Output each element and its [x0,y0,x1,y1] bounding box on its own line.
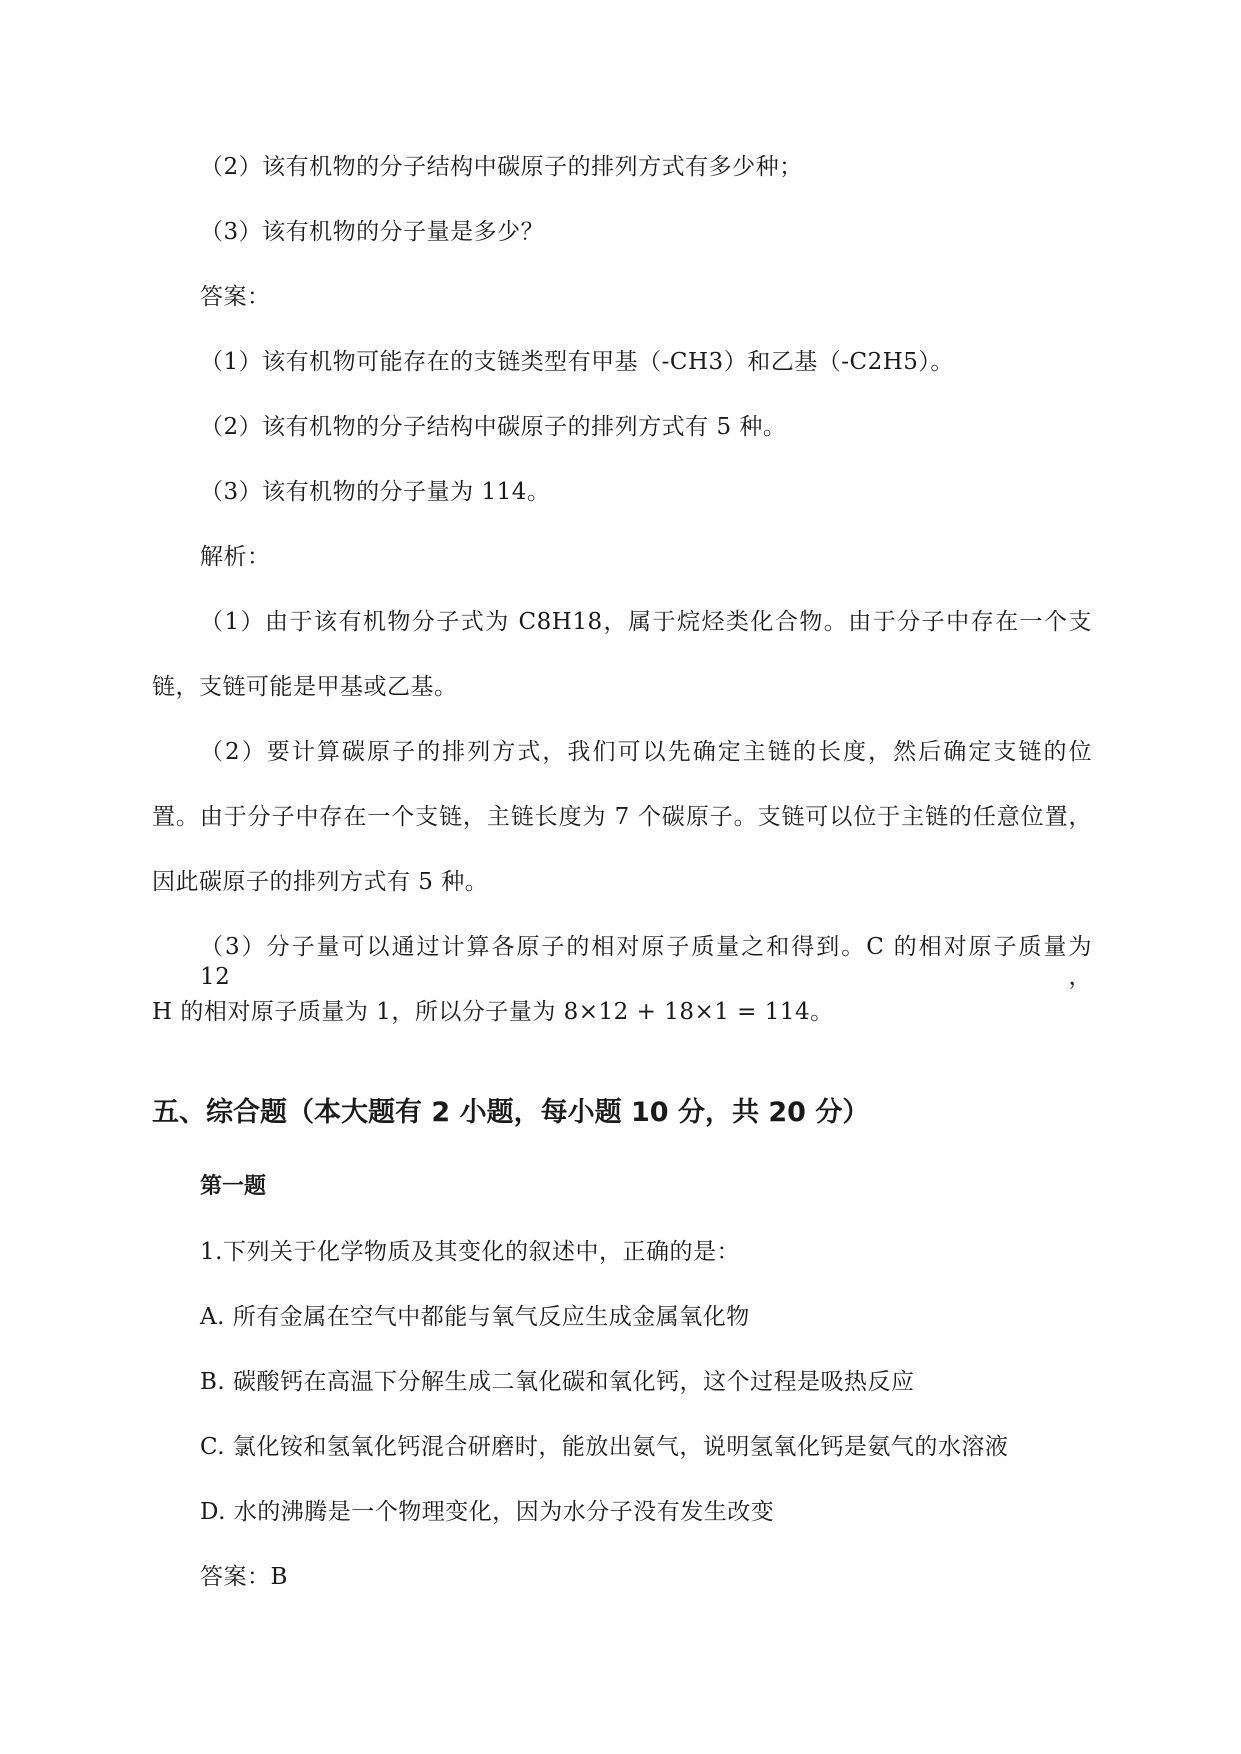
question-3: （3）该有机物的分子量是多少？ [200,219,545,245]
analysis-p3-line2: H 的相对原子质量为 1，所以分子量为 8×12 + 18×1 = 114。 [152,999,834,1025]
section-title: 五、综合题（本大题有 2 小题，每小题 10 分，共 20 分） [152,1097,870,1128]
question-2: （2）该有机物的分子结构中碳原子的排列方式有多少种； [200,154,803,180]
option-d: D. 水的沸腾是一个物理变化，因为水分子没有发生改变 [200,1499,775,1525]
analysis-p2-line1: （2）要计算碳原子的排列方式，我们可以先确定主链的长度，然后确定支链的位 [200,739,1092,765]
option-b: B. 碳酸钙在高温下分解生成二氧化碳和氧化钙，这个过程是吸热反应 [200,1369,915,1395]
analysis-p2-line3: 因此碳原子的排列方式有 5 种。 [152,869,489,895]
answer-label: 答案： [200,284,271,310]
final-answer: 答案：B [200,1564,288,1590]
analysis-p2-line2: 置。由于分子中存在一个支链，主链长度为 7 个碳原子。支链可以位于主链的任意位置， [152,804,1092,830]
option-a: A. 所有金属在空气中都能与氧气反应生成金属氧化物 [200,1304,750,1330]
answer-2: （2）该有机物的分子结构中碳原子的排列方式有 5 种。 [200,414,787,440]
first-question-label: 第一题 [200,1174,267,1199]
analysis-p3-line1: （3）分子量可以通过计算各原子的相对原子质量之和得到。C 的相对原子质量为 12， [200,934,1092,990]
question-stem: 1.下列关于化学物质及其变化的叙述中，正确的是： [200,1239,740,1265]
answer-1: （1）该有机物可能存在的支链类型有甲基（-CH3）和乙基（-C2H5）。 [200,349,954,375]
analysis-p1-line1: （1）由于该有机物分子式为 C8H18，属于烷烃类化合物。由于分子中存在一个支 [200,609,1092,635]
answer-3: （3）该有机物的分子量为 114。 [200,479,551,505]
analysis-p1-line2: 链，支链可能是甲基或乙基。 [152,674,458,700]
analysis-label: 解析： [200,544,271,570]
option-c: C. 氯化铵和氢氧化钙混合研磨时，能放出氨气，说明氢氧化钙是氨气的水溶液 [200,1434,1009,1460]
